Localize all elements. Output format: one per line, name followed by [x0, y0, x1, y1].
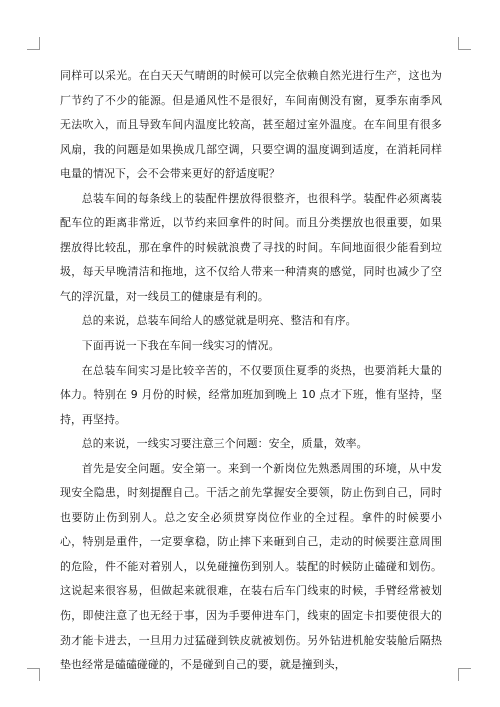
paragraph-summary-impression: 总的来说，总装车间给人的感觉就是明亮、整洁和有序。 — [81, 314, 357, 328]
crop-mark-top-right — [458, 37, 471, 50]
crop-mark-bottom-right — [458, 668, 471, 681]
crop-mark-top-left — [27, 37, 40, 50]
paragraph-parts-layout: 总装车间的每条线上的装配件摆放得很整齐，也很科学。装配件必须离装配车位的距离非常近，以节约来回拿件的时间。而且分类摆放也很重要，如果摆放得比较乱，那在拿件的时候就浪费了寻找的时间。车间地面很少能看到垃圾，每天早晚清洁和拖地，这不仅给人带来一种清爽的感觉，同时也减少了空气的浮沉量，对一线员工的健康是有利的。 — [60, 191, 442, 303]
crop-mark-bottom-left — [27, 668, 40, 681]
paragraph-safety: 首先是安全问题。安全第一。来到一个新岗位先熟悉周围的环境，从中发现安全隐患，时刻提醒自己。干活之前先掌握安全要领，防止伤到自己，同时也要防止伤到别人。总之安全必须贯穿岗位作业的全过程。拿件的时候要小心，特别是重件，一定要拿稳，防止摔下来砸到自己，走动的时候要注意周围的危险，件不能对着别人，以免碰撞伤到别人。装配的时候防止磕碰和划伤。这说起来很容易，但做起来就很难，在装右后车门线束的时候，手臂经常被划伤，即使注意了也无经于事，因为手要伸进车门，线束的固定卡扣要使很大的劲才能卡进去，一旦用力过猛碰到铁皮就被划伤。另外钻进机舱安装舱后隔热垫也经常是磕磕碰碰的，不是碰到自己的要，就是撞到头， — [60, 461, 442, 672]
paragraph-three-issues: 总的来说，一线实习要注意三个问题：安全，质量，效率。 — [81, 437, 368, 451]
paragraph-hard-work: 在总装车间实习是比较辛苦的，不仅要顶住夏季的炎热，也要消耗大量的体力。特别在 9 月份的时候，经常加班加到晚上 10 点才下班，惟有坚持，坚持，再坚持。 — [60, 363, 442, 426]
paragraph-daylight-ventilation: 同样可以采光。在白天天气晴朗的时候可以完全依赖自然光进行生产，这也为厂节约了不少的能源。但是通风性不是很好，车间南侧没有窗，夏季东南季风无法吹入，而且导致车间内温度比较高，甚至超过室外温度。在车间里有很多风扇，我的问题是如果换成几部空调，只要空调的温度调到适度，在消耗同样电量的情况下，会不会带来更好的舒适度呢？ — [60, 69, 442, 181]
paragraph-internship-intro: 下面再说一下我在车间一线实习的情况。 — [81, 339, 280, 353]
document-body — [60, 64, 442, 678]
